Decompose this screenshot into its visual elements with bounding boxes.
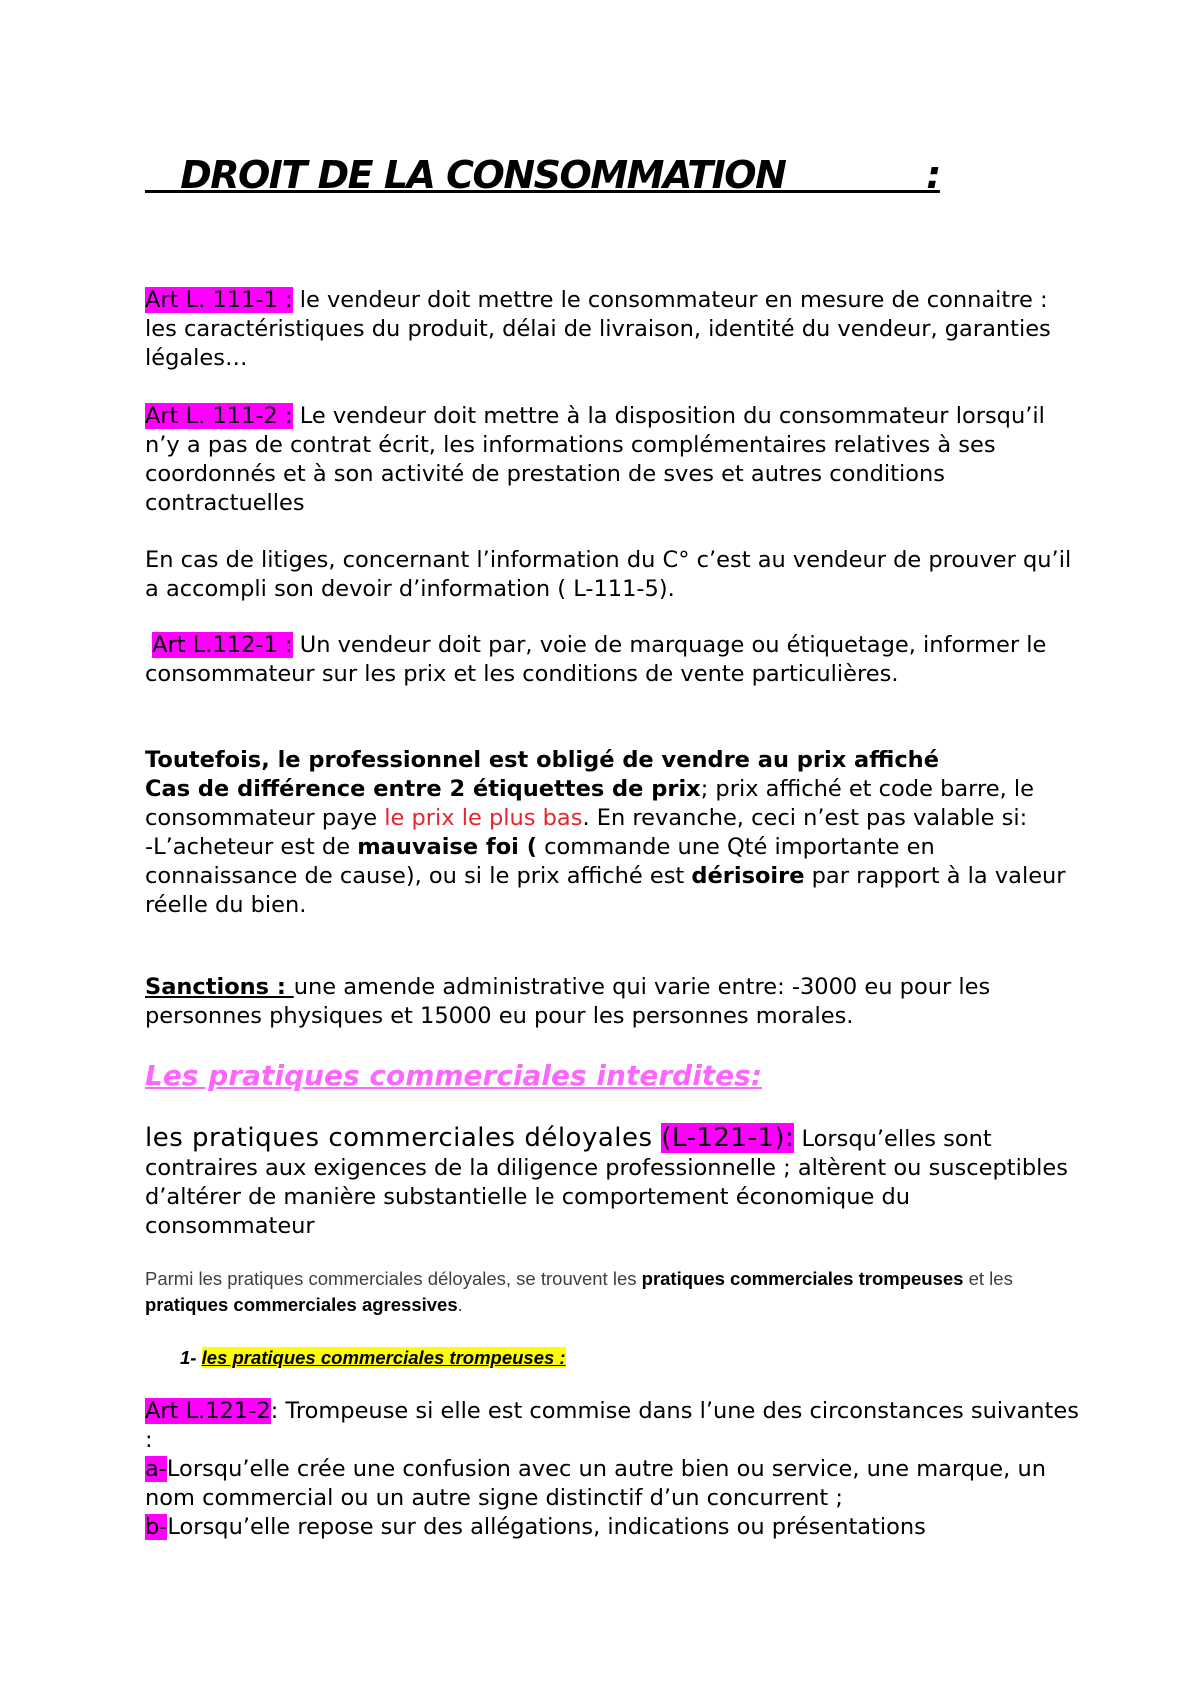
article-reference: Art L.121-2: [145, 1398, 271, 1424]
paragraph-text: une amende administrative qui varie entre: -3000 eu pour les personnes physiques et 15000 eu pour les personnes morales.: [145, 974, 991, 1029]
list-item-text: Lorsqu’elle repose sur des allégations, indications ou présentations: [167, 1514, 926, 1540]
paragraph-text: Lorsqu’elles sont contraires aux exigences de la diligence professionnelle ; altèrent ou susceptibles d’altérer de manière substantielle le comportement économique du consommateur: [145, 1126, 1068, 1239]
paragraph-art-121-2: [145, 1397, 1080, 1542]
paragraph-text: par rapport à la valeur réelle du bien.: [145, 863, 1066, 918]
bold-term: pratiques commerciales trompeuses: [641, 1268, 964, 1289]
list-marker-a: a-: [145, 1456, 167, 1482]
paragraph-art-111-1: [145, 286, 1080, 373]
article-reference: Art L. 111-1 :: [145, 287, 293, 313]
lead-text: les pratiques commerciales déloyales: [145, 1123, 662, 1153]
sanctions-label: Sanctions :: [145, 974, 294, 1000]
paragraph-text: Trompeuse si elle est commise dans l’une des circonstances suivantes :: [145, 1398, 1079, 1453]
list-marker-b: b-: [145, 1514, 168, 1540]
bold-term: dérisoire: [691, 863, 805, 889]
paragraph-text: . En revanche, ceci n’est pas valable si:: [582, 805, 1028, 831]
article-reference: Art L. 111-2 :: [145, 403, 293, 429]
paragraph-text: Un vendeur doit par, voie de marquage ou étiquetage, informer le consommateur sur les prix et les conditions de vente particulières.: [145, 632, 1047, 687]
bold-statement: Toutefois, le professionnel est obligé de vendre au prix affiché: [145, 747, 939, 773]
bold-term: pratiques commerciales agressives: [145, 1294, 458, 1315]
paragraph-text: ; prix affiché et code barre, le consommateur paye: [145, 776, 1034, 831]
paragraph-text: -L’acheteur est de: [145, 834, 358, 860]
paragraph-text: le vendeur doit mettre le consommateur en mesure de connaitre : les caractéristiques du produit, délai de livraison, identité du vendeur, garanties légales…: [145, 287, 1051, 371]
paragraph-parmi: [145, 1266, 1080, 1318]
article-reference: (L-121-1):: [661, 1123, 795, 1153]
bold-term: mauvaise foi (: [357, 834, 537, 860]
paragraph-text: commande une Qté importante en connaissance de cause), ou si le prix affiché est: [145, 834, 935, 889]
paragraph-text: Parmi les pratiques commerciales déloyales, se trouvent les: [145, 1268, 642, 1289]
paragraph-prix: [145, 746, 1080, 920]
paragraph-art-112-1: [145, 631, 1080, 689]
list-item-text: Lorsqu’elle crée une confusion avec un autre bien ou service, une marque, un nom commercial ou un autre signe distinctif d’un concurrent ;: [145, 1456, 1046, 1511]
sub-heading-label: les pratiques commerciales trompeuses :: [201, 1347, 566, 1368]
paragraph-deloyales: [145, 1124, 1080, 1241]
bold-statement: Cas de différence entre 2 étiquettes de prix: [145, 776, 701, 802]
red-highlight-text: le prix le plus bas: [384, 805, 583, 831]
paragraph-text: Le vendeur doit mettre à la disposition du consommateur lorsqu’il n’y a pas de contrat écrit, les informations complémentaires relatives à ses coordonnés et à son activité de prestation de sves et autres conditions contractuelles: [145, 403, 1045, 516]
section-title: Les pratiques commerciales interdites:: [145, 1059, 763, 1092]
paragraph-text: et les: [963, 1268, 1013, 1289]
page-title: DROIT DE LA CONSOMMATION :: [145, 153, 940, 197]
paragraph-text: .: [457, 1294, 463, 1315]
paragraph-litiges: En cas de litiges, concernant l’information du C° c’est au vendeur de prouver qu’il a accompli son devoir d’information ( L-111-5).: [145, 547, 1072, 602]
colon-text: :: [270, 1398, 279, 1424]
list-number: 1-: [180, 1347, 202, 1368]
paragraph-art-111-2: [145, 402, 1080, 518]
sub-heading: [145, 1345, 1115, 1371]
article-reference: Art L.112-1 :: [152, 632, 293, 658]
paragraph-sanctions: [145, 973, 1080, 1031]
